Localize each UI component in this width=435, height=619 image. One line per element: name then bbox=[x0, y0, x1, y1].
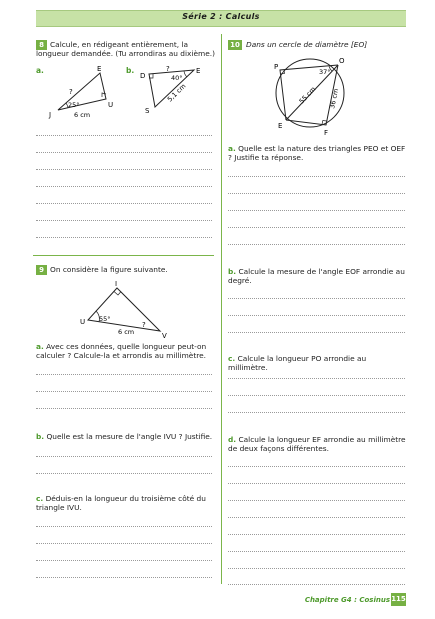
answer-line bbox=[228, 551, 405, 552]
answer-line bbox=[36, 577, 212, 578]
answer-line bbox=[36, 391, 212, 392]
answer-line bbox=[228, 395, 405, 396]
answer-line bbox=[36, 152, 212, 153]
answer-line bbox=[36, 374, 212, 375]
answer-line bbox=[228, 534, 405, 535]
answer-line bbox=[36, 408, 212, 409]
exercise-9-intro: On considère la figure suivante. bbox=[50, 265, 168, 274]
answer-line bbox=[228, 378, 405, 379]
ex10-question-c bbox=[228, 354, 406, 372]
answer-line bbox=[36, 456, 212, 457]
point-s: S bbox=[145, 107, 150, 115]
point-j: J bbox=[49, 111, 52, 119]
ex9-qc-label: c. bbox=[36, 494, 44, 503]
ex10-question-d bbox=[228, 435, 406, 453]
ex9-question-b bbox=[36, 432, 214, 441]
unknown-angle: ? bbox=[142, 321, 146, 329]
page-number: 115 bbox=[391, 593, 406, 606]
chapter-footer: Chapitre G4 : Cosinus bbox=[304, 596, 390, 604]
length-of: 36 cm bbox=[328, 87, 341, 110]
answer-line bbox=[228, 500, 405, 501]
point-v: V bbox=[162, 332, 167, 340]
exercise-8-figures bbox=[36, 62, 216, 124]
point-o: O bbox=[339, 57, 345, 65]
answer-line bbox=[228, 193, 405, 194]
exercise-10-intro: Dans un cercle de diamètre [EO] bbox=[246, 40, 368, 49]
unknown-side-b: ? bbox=[166, 65, 170, 73]
answer-line bbox=[228, 584, 405, 585]
side-length: 6 cm bbox=[118, 328, 135, 336]
answer-line bbox=[228, 244, 405, 245]
point-i: I bbox=[115, 280, 118, 288]
point-u: U bbox=[80, 318, 86, 326]
fig-a-label: a. bbox=[36, 66, 44, 75]
ex10-qb-label: b. bbox=[228, 267, 237, 276]
side-length: 6 cm bbox=[74, 111, 91, 119]
unknown-side: ? bbox=[69, 88, 73, 96]
ex9-qb-text: Quelle est la mesure de l'angle IVU ? Justifie. bbox=[46, 432, 213, 441]
triangle-ivu bbox=[88, 288, 160, 331]
answer-line bbox=[228, 315, 405, 316]
answer-line bbox=[228, 412, 405, 413]
point-e: E bbox=[278, 122, 283, 130]
answer-line bbox=[36, 135, 212, 136]
exercise-number-8: 8 bbox=[36, 40, 47, 50]
ex10-qc-text: Calcule la longueur PO arrondie au millimètre. bbox=[228, 354, 367, 372]
ex9-qa-text: Avec ces données, quelle longueur peut-on calculer ? Calcule-la et arrondis au millimètre. bbox=[36, 342, 207, 360]
ex10-question-a bbox=[228, 144, 406, 162]
ex10-qa-label: a. bbox=[228, 144, 236, 153]
answer-line bbox=[36, 220, 212, 221]
series-header bbox=[36, 10, 406, 27]
right-angle-mark bbox=[114, 292, 121, 296]
exercise-8-statement: Calcule, en rédigeant entièrement, la longueur demandée. (Tu arrondiras au dixième.) bbox=[36, 40, 215, 58]
angle-value: 25° bbox=[68, 101, 80, 109]
answer-line bbox=[228, 332, 405, 333]
ex10-qa-text: Quelle est la nature des triangles PEO et OEF ? Justifie ta réponse. bbox=[228, 144, 406, 162]
answer-line bbox=[36, 237, 212, 238]
ex10-qb-text: Calcule la mesure de l'angle EOF arrondie au degré. bbox=[228, 267, 405, 285]
ex9-question-a bbox=[36, 342, 214, 360]
ex9-qb-label: b. bbox=[36, 432, 45, 441]
angle-value-b: 40° bbox=[171, 74, 183, 82]
answer-line bbox=[36, 543, 212, 544]
side-length-b: 5,1 cm bbox=[165, 82, 188, 104]
series-title: Série 2 : Calculs bbox=[182, 12, 260, 21]
triangle-jue bbox=[58, 73, 106, 110]
ex10-qc-label: c. bbox=[228, 354, 236, 363]
ex9-qa-label: a. bbox=[36, 342, 44, 351]
fig-b-label: b. bbox=[126, 66, 135, 75]
answer-line bbox=[36, 526, 212, 527]
answer-line bbox=[228, 176, 405, 177]
answer-line bbox=[36, 169, 212, 170]
answer-line bbox=[36, 203, 212, 204]
answer-line bbox=[228, 483, 405, 484]
ex9-question-c bbox=[36, 494, 214, 512]
answer-line bbox=[228, 298, 405, 299]
length-pe: 55 cm bbox=[297, 85, 318, 106]
angle-value: 55° bbox=[99, 315, 111, 323]
ex10-qd-label: d. bbox=[228, 435, 237, 444]
ex10-qd-text: Calcule la longueur EF arrondie au millimètre de deux façons différentes. bbox=[228, 435, 406, 453]
point-f: F bbox=[324, 129, 329, 137]
point-e: E bbox=[97, 65, 102, 73]
point-d: D bbox=[140, 72, 146, 80]
point-p: P bbox=[274, 63, 279, 71]
answer-line bbox=[36, 473, 212, 474]
answer-line bbox=[228, 227, 405, 228]
answer-line bbox=[228, 517, 405, 518]
answer-line bbox=[228, 466, 405, 467]
answer-line bbox=[228, 210, 405, 211]
exercise-10-figure bbox=[268, 52, 356, 138]
answer-line bbox=[36, 186, 212, 187]
angle-arc-b bbox=[184, 71, 187, 77]
ex10-question-b bbox=[228, 267, 406, 285]
exercise-number-9: 9 bbox=[36, 265, 47, 275]
point-u: U bbox=[108, 101, 114, 109]
answer-line bbox=[36, 560, 212, 561]
answer-line bbox=[228, 568, 405, 569]
exercise-divider bbox=[33, 255, 214, 256]
point-e-b: E bbox=[196, 67, 201, 75]
angle-value: 37° bbox=[319, 68, 331, 76]
ex9-qc-text: Déduis-en la longueur du troisième côté du triangle IVU. bbox=[36, 494, 206, 512]
exercise-number-10: 10 bbox=[228, 40, 242, 50]
column-divider bbox=[221, 34, 222, 584]
exercise-9-figure bbox=[70, 280, 180, 340]
